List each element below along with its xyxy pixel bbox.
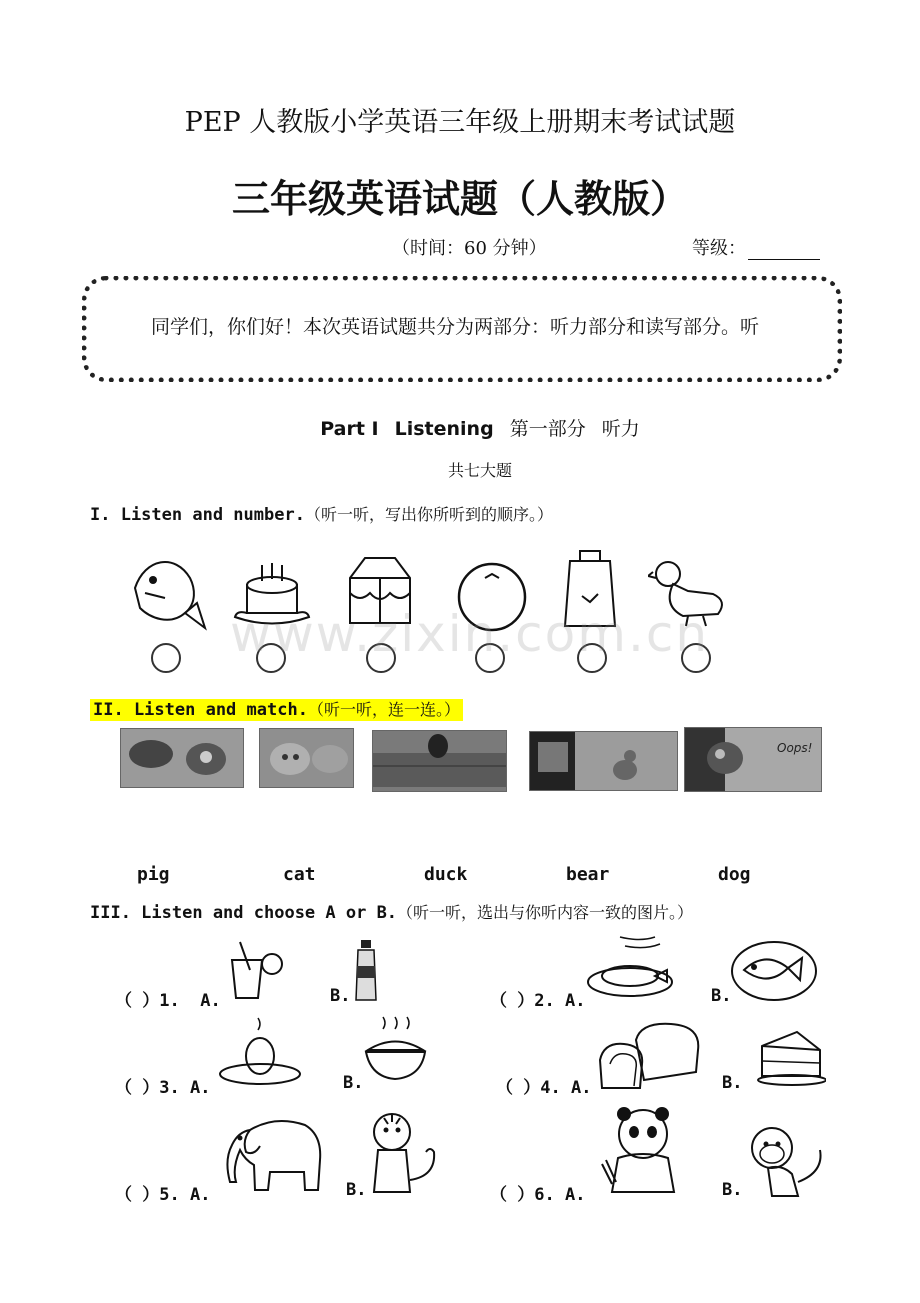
elephant-icon (220, 1110, 325, 1195)
question-number: 6. (534, 1185, 555, 1205)
fish-plate-icon (730, 940, 818, 1002)
animal-photo-1 (120, 728, 244, 788)
section-2-title: II. Listen and match. (93, 700, 308, 720)
tiger-icon (364, 1110, 444, 1198)
monkey-icon (742, 1122, 830, 1200)
question-2 (490, 986, 585, 1011)
bread-icon (596, 1020, 704, 1092)
exam-title: 三年级英语试题（人教版） (231, 177, 688, 221)
animal-photo-4 (529, 731, 678, 791)
juice-icon (222, 940, 287, 1002)
word-pig: pig (137, 864, 170, 885)
part-name: Listening (394, 418, 494, 440)
animal-photo-5 (684, 727, 822, 792)
question-6 (490, 1180, 585, 1205)
word-dog: dog (718, 864, 751, 885)
oops-text: Oops! (777, 741, 813, 755)
answer-paren[interactable]: （ ） (115, 1078, 160, 1098)
answer-paren[interactable]: （ ） (115, 991, 160, 1011)
option-5b-label: B. (346, 1180, 367, 1200)
option-a-label: A. (189, 1078, 211, 1098)
egg-icon (218, 1014, 303, 1086)
word-cat: cat (283, 864, 316, 885)
question-1 (115, 986, 221, 1011)
answer-paren[interactable]: （ ） (490, 1185, 535, 1205)
section-3-heading (90, 900, 693, 923)
water-bottle-icon (352, 938, 380, 1002)
option-3b-label: B. (343, 1073, 364, 1093)
section-2-heading (90, 697, 463, 720)
question-5 (115, 1180, 210, 1205)
question-number: 4. (540, 1078, 561, 1098)
animal-photo-3 (372, 730, 507, 792)
rice-bowl-icon (363, 1015, 428, 1085)
option-1b-label: B. (330, 986, 351, 1006)
grade-blank (748, 241, 820, 260)
grade-field (692, 234, 820, 260)
section-2-instruction: （听一听，连一连。） (307, 700, 460, 719)
option-2b-label: B. (711, 986, 732, 1006)
question-number: 1. (159, 991, 180, 1011)
panda-icon (598, 1104, 688, 1199)
question-number: 3. (159, 1078, 180, 1098)
answer-paren[interactable]: （ ） (490, 991, 535, 1011)
section-3-title: III. Listen and choose A or B. (90, 903, 398, 923)
part-cn-1: 第一部分 (509, 418, 586, 440)
word-duck: duck (424, 864, 468, 885)
section-count: 共七大题 (447, 461, 512, 480)
question-4 (496, 1073, 591, 1098)
cake-slice-icon (742, 1024, 826, 1086)
notice-text: 同学们，你们好！本次英语试题共分为两部分：听力部分和读写部分。听 (151, 316, 760, 338)
part-title (0, 414, 920, 441)
notice-box (82, 276, 842, 382)
section-1-heading (90, 502, 553, 525)
answer-paren[interactable]: （ ） (496, 1078, 541, 1098)
fish-dish-icon (585, 932, 680, 1002)
answer-paren[interactable]: （ ） (115, 1185, 160, 1205)
grade-label: 等级： (692, 238, 746, 259)
part-label: Part I (320, 418, 379, 440)
option-a-label: A. (570, 1078, 592, 1098)
fish-icon (125, 548, 210, 633)
option-a-label: A. (564, 991, 586, 1011)
animal-photo-2 (259, 728, 354, 788)
option-a-label: A. (564, 1185, 586, 1205)
option-a-label: A. (200, 991, 221, 1011)
section-1-title: I. Listen and number. (90, 505, 305, 525)
question-number: 2. (534, 991, 555, 1011)
section-1-instruction: （听一听，写出你所听到的顺序。） (304, 505, 553, 524)
question-3 (115, 1073, 210, 1098)
watermark: www.zixin.com.cn (230, 605, 710, 663)
option-6b-label: B. (722, 1180, 743, 1200)
section-3-instruction: （听一听，选出与你听内容一致的图片。） (397, 903, 694, 922)
option-a-label: A. (189, 1185, 211, 1205)
question-number: 5. (159, 1185, 180, 1205)
time-note: （时间：60 分钟） (392, 238, 547, 259)
word-bear: bear (566, 864, 610, 885)
option-4b-label: B. (722, 1073, 743, 1093)
part-cn-2: 听力 (601, 418, 640, 440)
answer-circle[interactable] (151, 643, 181, 673)
document-top-title: PEP 人教版小学英语三年级上册期末考试试题 (184, 107, 736, 138)
